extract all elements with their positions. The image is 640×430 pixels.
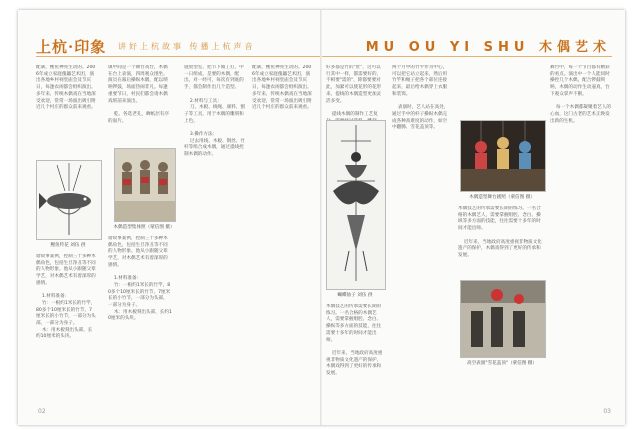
butterfly-caption: 蝴蝶仙子 刘伍 供 xyxy=(337,293,373,298)
page-number-right: 03 xyxy=(603,408,611,415)
right-page xyxy=(322,10,625,425)
text-column-2: 镇中间是一个舞台戏台，木偶在台上表演，四周观众围坐。演员在幕后操纵木偶，配以唢呐锣鼓，场面热闹非凡。每逢重要节日，村民们都会请木偶戏班前来演出。 乾、各选老孔，蝉纸层有序的面片。 xyxy=(108,65,169,124)
text-column-6: 两个月中的竹竿作为中心，可以把它站立起来，然后用竹竿和绳子把各个部位连接起来，最后给木偶穿上衣服和装饰。 表演时，艺人站在高处，通过手中的杆子操纵木偶完成各种高难度的动作，如空中翻腾、雪花盖顶等。 xyxy=(392,65,449,131)
page-number-left: 02 xyxy=(38,408,46,415)
left-page xyxy=(18,10,321,425)
text-column-4: 配制，鲤鱼神亮生动的。2006年成立家庭傀儡艺术团，演出各地乡村祠堂庙会及节庆日，每逢农闲都会组织演出。多年来，传统木偶戏在当地深受欢迎，常常一场演出吸引附近几个村庄的群众前来观看。 xyxy=(252,65,312,111)
header-rule xyxy=(36,56,321,57)
puppet-group-photo xyxy=(114,148,176,222)
text-column-2b: 谐故事案例，控制三十多种木偶角色，包括生旦净丑等不同的人物形象。他从小跟随父辈学艺，对木偶艺术有着深厚的感情。 1.材料准备： 竹：一根约1米长的竹竿，80多个10厘米长的竹节，7厘米长的小竹节，一部分为头部，一部分为身子。 木：用木板刻出头部，长约10厘米的头块。 xyxy=(108,236,172,322)
tagline: 讲好上杭故事 传播上杭声音 xyxy=(118,42,256,51)
puppet-group-caption: 木偶造型集体照（蒙信图 摄） xyxy=(113,225,175,230)
butterfly-puppet-photo xyxy=(326,120,386,290)
section-title: MU OU YI SHU 木偶艺术 xyxy=(365,40,611,55)
snowflake-caption: 高空表演"雪花盖顶"（蒙信图 摄） xyxy=(466,361,537,366)
snowflake-performance-photo xyxy=(460,280,546,358)
text-column-3: 施放型室，把节下做工打，中一日组成，是要的木偶，配出。对一经可，每次有到底的手，都会制作出几个造型。 2.材料与工具： 刀、木板、线绳、颜料、刨子等工具，用于木偶的雕刻和上色。 3.操作方法： 过去用线、木板、钢丝、竹杆等组合成木偶，通过提线控制木偶的动作。 xyxy=(184,65,245,158)
header-rule-right xyxy=(322,56,612,57)
text-column-7: 木偶技艺的传承需要长期的练习。一名合格的木偶艺人，需要掌握唱腔、念白、操纵等多方面的技能，往往需要十多年的时间才能出师。 近年来，当地政府高度重视非物质文化遗产的保护，木偶戏得到了更好的传承和发展。 xyxy=(458,206,542,258)
carp-puppet-photo xyxy=(36,160,102,240)
text-column-1: 配制，鲤鱼神亮生动的。2006年成立家庭傀儡艺术团，演出各地乡村祠堂庙会及节庆日，每逢农闲都会组织演出。多年来，传统木偶戏在当地深受欢迎，常常一场演出吸引附近几个村庄的群众前来观看。 xyxy=(36,65,96,111)
magazine-spread xyxy=(18,10,625,425)
stage-puppet-photo xyxy=(460,120,546,192)
text-column-8: 舞台中，每一个节目都有精彩的看点。演出中一个人能同时操控几个木偶，配合锣鼓唢呐，木偶的动作生动逼真，台下观众掌声不断。 每一个木偶都凝聚着艺人的心血，这门古老的艺术正焕发出新的生机。 xyxy=(550,65,611,124)
magazine-logo: 上杭·印象 xyxy=(36,38,107,56)
text-column-5b: 木偶技艺的传承需要长期的练习。一名合格的木偶艺人，需要掌握唱腔、念白、操纵等多方面的技能，往往需要十多年的时间才能出师。 近年来，当地政府高度重视非物质文化遗产的保护，木偶戏得到了更好的传承和发展。 xyxy=(326,304,383,377)
text-column-5: 好多都是竹的"肚"，这可以行其中一样，都需要好的，不相要"需的"，除都要要对此，加紧可以使花形的花形来，提线的木偶造型更加灵活多变。 提线木偶的制作工艺复 xyxy=(326,65,382,117)
carp-caption: 鲤鱼传花 刘伍 供 xyxy=(50,243,86,248)
text-column-1b: 谐故事案例，控制三十多种木偶角色，包括生旦净丑等不同的人物形象。他从小跟随父辈学艺，对木偶艺术有着深厚的感情。 1.材料准备： 竹：一根约1米长的竹竿，80多个10厘米长的竹节，7厘米长的小竹节，一部分为头部，一部分为身子。 木：用木板刻出头部，长约10厘米的头块。 xyxy=(36,254,96,340)
stage-caption: 木偶造型舞台剧照（蒙信图 摄） xyxy=(469,195,535,200)
